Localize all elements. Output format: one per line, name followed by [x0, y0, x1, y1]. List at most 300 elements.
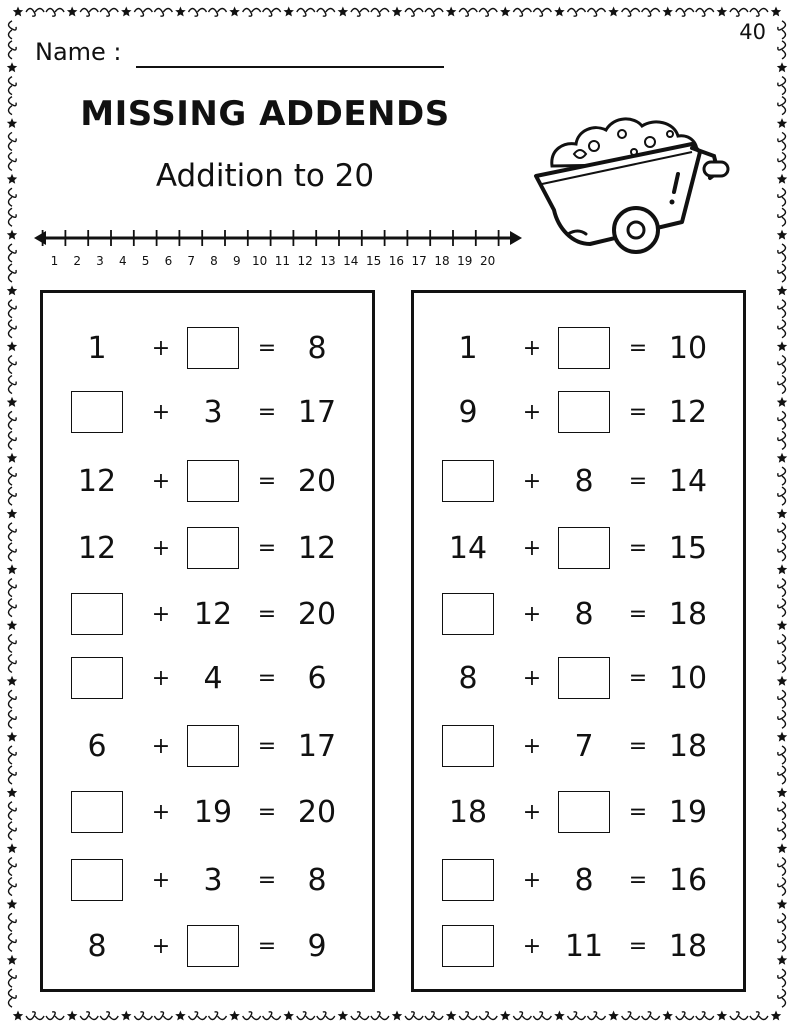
second-addend: 8 — [574, 862, 594, 898]
swirl-border-icon — [533, 9, 551, 17]
star-border-icon — [7, 564, 17, 574]
star-border-icon — [229, 7, 240, 17]
equals-sign: = — [257, 665, 277, 691]
plus-sign: + — [151, 335, 171, 361]
star-border-icon — [7, 174, 17, 184]
star-border-icon — [500, 1011, 510, 1021]
worksheet-subtitle: Addition to 20 — [155, 158, 375, 194]
swirl-border-icon — [9, 969, 17, 987]
star-border-icon — [777, 676, 787, 686]
equals-sign: = — [257, 601, 277, 627]
sum-value: 16 — [668, 862, 708, 898]
star-border-icon — [771, 1011, 781, 1021]
swirl-border-icon — [9, 634, 17, 652]
swirl-border-icon — [26, 9, 44, 17]
swirl-border-icon — [642, 9, 660, 17]
equation-term — [542, 653, 626, 703]
answer-box[interactable] — [187, 725, 239, 767]
answer-box[interactable] — [187, 327, 239, 369]
star-border-icon — [777, 62, 787, 72]
star-border-icon — [554, 7, 565, 17]
star-border-icon — [175, 7, 186, 17]
swirl-border-icon — [9, 376, 17, 394]
swirl-border-icon — [778, 579, 786, 597]
swirl-border-icon — [568, 1012, 586, 1020]
swirl-border-icon — [9, 208, 17, 226]
first-addend: 1 — [458, 330, 478, 366]
second-addend: 19 — [193, 794, 233, 830]
star-border-icon — [446, 7, 457, 17]
star-border-icon — [777, 118, 787, 128]
swirl-border-icon — [317, 1012, 335, 1020]
plus-sign: + — [151, 601, 171, 627]
star-border-icon — [7, 230, 17, 240]
swirl-border-icon — [778, 244, 786, 262]
second-addend: 3 — [203, 862, 223, 898]
star-border-icon — [717, 7, 728, 17]
swirl-border-icon — [9, 802, 17, 820]
equation-term — [55, 855, 139, 905]
second-addend: 7 — [574, 728, 594, 764]
swirl-border-icon — [750, 1012, 768, 1020]
plus-sign: + — [151, 933, 171, 959]
star-border-icon — [777, 230, 787, 240]
swirl-border-icon — [778, 300, 786, 318]
swirl-border-icon — [209, 1012, 227, 1020]
star-border-icon — [777, 732, 787, 742]
equation-term — [55, 787, 139, 837]
swirl-border-icon — [778, 822, 786, 840]
star-border-icon — [67, 1011, 78, 1021]
plus-sign: + — [522, 933, 542, 959]
swirl-border-icon — [9, 300, 17, 318]
swirl-border-icon — [317, 9, 335, 17]
swirl-border-icon — [622, 9, 640, 17]
answer-box[interactable] — [558, 527, 610, 569]
equation-term — [171, 456, 255, 506]
star-border-icon — [777, 564, 787, 574]
swirl-border-icon — [9, 487, 17, 505]
star-border-icon — [121, 1011, 131, 1021]
swirl-border-icon — [778, 690, 786, 708]
swirl-border-icon — [778, 858, 786, 876]
swirl-border-icon — [9, 654, 17, 672]
swirl-border-icon — [425, 1012, 443, 1020]
answer-box[interactable] — [71, 859, 123, 901]
answer-box[interactable] — [558, 791, 610, 833]
swirl-border-icon — [9, 132, 17, 150]
swirl-border-icon — [778, 467, 786, 485]
swirl-border-icon — [750, 9, 768, 17]
star-border-icon — [284, 1011, 294, 1021]
swirl-border-icon — [778, 487, 786, 505]
swirl-border-icon — [9, 933, 17, 951]
swirl-border-icon — [778, 543, 786, 561]
star-border-icon — [13, 7, 23, 17]
star-border-icon — [7, 843, 17, 853]
sum-value: 18 — [668, 928, 708, 964]
swirl-border-icon — [9, 989, 17, 1007]
equals-sign: = — [257, 867, 277, 893]
swirl-border-icon — [778, 41, 786, 59]
equation-row — [414, 855, 743, 905]
swirl-border-icon — [46, 1012, 64, 1020]
equals-sign: = — [628, 733, 648, 759]
number-line-label: 3 — [96, 254, 104, 268]
left-arrow-icon — [34, 231, 46, 245]
swirl-border-icon — [778, 634, 786, 652]
swirl-border-icon — [100, 9, 118, 17]
equation-term — [55, 653, 139, 703]
plus-sign: + — [151, 665, 171, 691]
equals-sign: = — [257, 799, 277, 825]
star-border-icon — [777, 787, 787, 797]
equation-row — [43, 921, 372, 971]
sum-value: 20 — [297, 596, 337, 632]
number-line-label: 1 — [50, 254, 59, 268]
swirl-border-icon — [696, 9, 714, 17]
equals-sign: = — [257, 933, 277, 959]
answer-box[interactable] — [442, 859, 494, 901]
equation-row — [43, 323, 372, 373]
swirl-border-icon — [100, 1012, 118, 1020]
worksheet-title: MISSING ADDENDS — [80, 94, 450, 134]
second-addend: 8 — [574, 463, 594, 499]
answer-box[interactable] — [558, 327, 610, 369]
equation-term — [426, 721, 510, 771]
equation-row — [414, 589, 743, 639]
swirl-border-icon — [778, 710, 786, 728]
number-line-label: 8 — [210, 254, 218, 268]
answer-box[interactable] — [442, 460, 494, 502]
swirl-border-icon — [568, 9, 586, 17]
number-line-label: 10 — [251, 254, 268, 268]
swirl-border-icon — [778, 21, 786, 39]
swirl-border-icon — [243, 9, 261, 17]
swirl-border-icon — [9, 523, 17, 541]
equation-term — [542, 787, 626, 837]
swirl-border-icon — [80, 1012, 98, 1020]
star-border-icon — [777, 174, 787, 184]
second-addend: 12 — [193, 596, 233, 632]
swirl-border-icon — [778, 989, 786, 1007]
star-border-icon — [608, 7, 619, 17]
answer-box[interactable] — [442, 725, 494, 767]
swirl-border-icon — [778, 802, 786, 820]
number-line — [28, 224, 528, 272]
equation-row — [43, 855, 372, 905]
second-addend: 4 — [203, 660, 223, 696]
swirl-border-icon — [9, 411, 17, 429]
answer-box[interactable] — [187, 527, 239, 569]
number-line-label: 13 — [320, 254, 336, 268]
plus-sign: + — [151, 535, 171, 561]
swirl-border-icon — [479, 9, 497, 17]
star-border-icon — [67, 7, 78, 17]
swirl-border-icon — [134, 1012, 152, 1020]
sum-value: 20 — [297, 794, 337, 830]
number-line-label: 15 — [365, 254, 382, 268]
swirl-border-icon — [696, 1012, 714, 1020]
star-border-icon — [7, 397, 17, 407]
equation-row — [43, 721, 372, 771]
equals-sign: = — [257, 535, 277, 561]
equation-term — [171, 721, 255, 771]
equation-row — [414, 721, 743, 771]
star-border-icon — [229, 1011, 240, 1021]
swirl-border-icon — [778, 97, 786, 115]
star-border-icon — [7, 732, 17, 742]
swirl-border-icon — [778, 766, 786, 784]
answer-box[interactable] — [187, 460, 239, 502]
swirl-border-icon — [9, 264, 17, 282]
answer-box[interactable] — [187, 925, 239, 967]
name-write-line[interactable] — [136, 66, 444, 68]
number-line-label: 11 — [274, 254, 291, 268]
star-border-icon — [608, 1011, 619, 1021]
star-border-icon — [777, 899, 787, 909]
plus-sign: + — [151, 733, 171, 759]
swirl-border-icon — [209, 9, 227, 17]
number-line-label: 12 — [297, 254, 313, 268]
swirl-border-icon — [9, 244, 17, 262]
first-addend: 12 — [77, 530, 117, 566]
swirl-border-icon — [405, 9, 423, 17]
swirl-border-icon — [9, 710, 17, 728]
swirl-border-icon — [9, 97, 17, 115]
star-border-icon — [392, 7, 402, 17]
star-border-icon — [7, 676, 17, 686]
swirl-border-icon — [778, 969, 786, 987]
plus-sign: + — [522, 399, 542, 425]
star-border-icon — [121, 7, 131, 17]
equals-sign: = — [257, 468, 277, 494]
equals-sign: = — [628, 933, 648, 959]
swirl-border-icon — [9, 579, 17, 597]
swirl-border-icon — [642, 1012, 660, 1020]
equation-row — [43, 523, 372, 573]
sum-value: 18 — [668, 596, 708, 632]
star-border-icon — [771, 7, 781, 17]
swirl-border-icon — [9, 599, 17, 617]
first-addend: 9 — [458, 394, 478, 430]
equation-term — [426, 456, 510, 506]
plus-sign: + — [522, 665, 542, 691]
number-line-label: 4 — [118, 254, 127, 268]
swirl-border-icon — [778, 208, 786, 226]
equals-sign: = — [628, 468, 648, 494]
sum-value: 17 — [297, 728, 337, 764]
star-border-icon — [7, 341, 17, 351]
first-addend: 1 — [87, 330, 107, 366]
swirl-border-icon — [425, 9, 443, 17]
equals-sign: = — [257, 733, 277, 759]
swirl-border-icon — [9, 822, 17, 840]
swirl-border-icon — [9, 766, 17, 784]
sum-value: 10 — [668, 330, 708, 366]
swirl-border-icon — [9, 913, 17, 931]
right-equation-panel — [411, 290, 746, 992]
plus-sign: + — [522, 733, 542, 759]
swirl-border-icon — [588, 1012, 606, 1020]
star-border-icon — [13, 1011, 23, 1021]
swirl-border-icon — [513, 9, 531, 17]
equation-term — [426, 589, 510, 639]
number-line-label: 7 — [187, 254, 196, 268]
swirl-border-icon — [778, 913, 786, 931]
star-border-icon — [7, 285, 17, 295]
answer-box[interactable] — [558, 657, 610, 699]
swirl-border-icon — [9, 356, 17, 374]
wheelbarrow-illustration — [532, 104, 742, 254]
number-line-label: 16 — [388, 254, 405, 268]
swirl-border-icon — [778, 933, 786, 951]
equation-row — [414, 456, 743, 506]
plus-sign: + — [522, 535, 542, 561]
swirl-border-icon — [778, 152, 786, 170]
swirl-border-icon — [9, 152, 17, 170]
equals-sign: = — [628, 799, 648, 825]
star-border-icon — [446, 1011, 457, 1021]
swirl-border-icon — [80, 9, 98, 17]
second-addend: 11 — [564, 928, 604, 964]
swirl-border-icon — [778, 654, 786, 672]
first-addend: 12 — [77, 463, 117, 499]
swirl-border-icon — [676, 9, 694, 17]
swirl-border-icon — [459, 1012, 477, 1020]
answer-box[interactable] — [71, 593, 123, 635]
sum-value: 17 — [297, 394, 337, 430]
answer-box[interactable] — [558, 391, 610, 433]
equation-term — [171, 523, 255, 573]
equation-term — [426, 855, 510, 905]
equation-term — [55, 589, 139, 639]
swirl-border-icon — [9, 21, 17, 39]
swirl-border-icon — [9, 467, 17, 485]
swirl-border-icon — [297, 1012, 315, 1020]
swirl-border-icon — [778, 599, 786, 617]
first-addend: 18 — [448, 794, 488, 830]
swirl-border-icon — [730, 9, 748, 17]
star-border-icon — [663, 1011, 673, 1021]
swirl-border-icon — [622, 1012, 640, 1020]
first-addend: 8 — [87, 928, 107, 964]
plus-sign: + — [151, 399, 171, 425]
swirl-border-icon — [778, 320, 786, 338]
equation-row — [43, 456, 372, 506]
equation-term — [55, 387, 139, 437]
star-border-icon — [777, 285, 787, 295]
swirl-border-icon — [189, 9, 207, 17]
star-border-icon — [777, 955, 787, 965]
number-line-label: 20 — [479, 254, 496, 268]
equation-row — [43, 589, 372, 639]
equals-sign: = — [628, 399, 648, 425]
star-border-icon — [500, 7, 510, 17]
equation-row — [414, 523, 743, 573]
equation-term — [171, 921, 255, 971]
plus-sign: + — [151, 468, 171, 494]
equation-term — [171, 323, 255, 373]
swirl-border-icon — [9, 690, 17, 708]
swirl-border-icon — [154, 1012, 172, 1020]
star-border-icon — [663, 7, 673, 17]
number-line-label: 18 — [434, 254, 450, 268]
sum-value: 15 — [668, 530, 708, 566]
answer-box[interactable] — [71, 791, 123, 833]
star-border-icon — [7, 620, 17, 630]
swirl-border-icon — [778, 356, 786, 374]
equals-sign: = — [257, 335, 277, 361]
equation-row — [414, 323, 743, 373]
swirl-border-icon — [778, 746, 786, 764]
second-addend: 3 — [203, 394, 223, 430]
swirl-border-icon — [9, 543, 17, 561]
answer-box[interactable] — [442, 925, 494, 967]
swirl-border-icon — [479, 1012, 497, 1020]
equation-row — [43, 387, 372, 437]
sum-value: 10 — [668, 660, 708, 696]
first-addend: 8 — [458, 660, 478, 696]
swirl-border-icon — [263, 9, 281, 17]
star-border-icon — [777, 843, 787, 853]
star-border-icon — [777, 397, 787, 407]
swirl-border-icon — [588, 9, 606, 17]
equation-row — [43, 787, 372, 837]
star-border-icon — [554, 1011, 565, 1021]
number-line-label: 6 — [164, 254, 173, 268]
answer-box[interactable] — [442, 593, 494, 635]
swirl-border-icon — [243, 1012, 261, 1020]
swirl-border-icon — [154, 9, 172, 17]
sum-value: 6 — [307, 660, 327, 696]
equation-term — [426, 921, 510, 971]
answer-box[interactable] — [71, 657, 123, 699]
swirl-border-icon — [778, 411, 786, 429]
equation-row — [414, 921, 743, 971]
star-border-icon — [777, 620, 787, 630]
number-line-label: 5 — [141, 254, 150, 268]
page-number: 40 — [739, 20, 766, 44]
sum-value: 8 — [307, 862, 327, 898]
number-line-label: 14 — [343, 254, 359, 268]
swirl-border-icon — [533, 1012, 551, 1020]
swirl-border-icon — [778, 431, 786, 449]
swirl-border-icon — [9, 878, 17, 896]
name-label: Name : — [35, 38, 122, 66]
answer-box[interactable] — [71, 391, 123, 433]
plus-sign: + — [522, 601, 542, 627]
swirl-border-icon — [9, 746, 17, 764]
equals-sign: = — [628, 665, 648, 691]
swirl-border-icon — [9, 858, 17, 876]
plus-sign: + — [522, 468, 542, 494]
number-line-label: 2 — [73, 254, 82, 268]
first-addend: 14 — [448, 530, 488, 566]
star-border-icon — [284, 7, 294, 17]
equation-term — [542, 323, 626, 373]
swirl-border-icon — [351, 1012, 369, 1020]
swirl-border-icon — [778, 188, 786, 206]
swirl-border-icon — [371, 9, 389, 17]
swirl-border-icon — [778, 77, 786, 95]
swirl-border-icon — [263, 1012, 281, 1020]
star-border-icon — [777, 453, 787, 463]
swirl-border-icon — [778, 523, 786, 541]
equation-row — [43, 653, 372, 703]
number-line-label: 19 — [457, 254, 473, 268]
sum-value: 9 — [307, 928, 327, 964]
